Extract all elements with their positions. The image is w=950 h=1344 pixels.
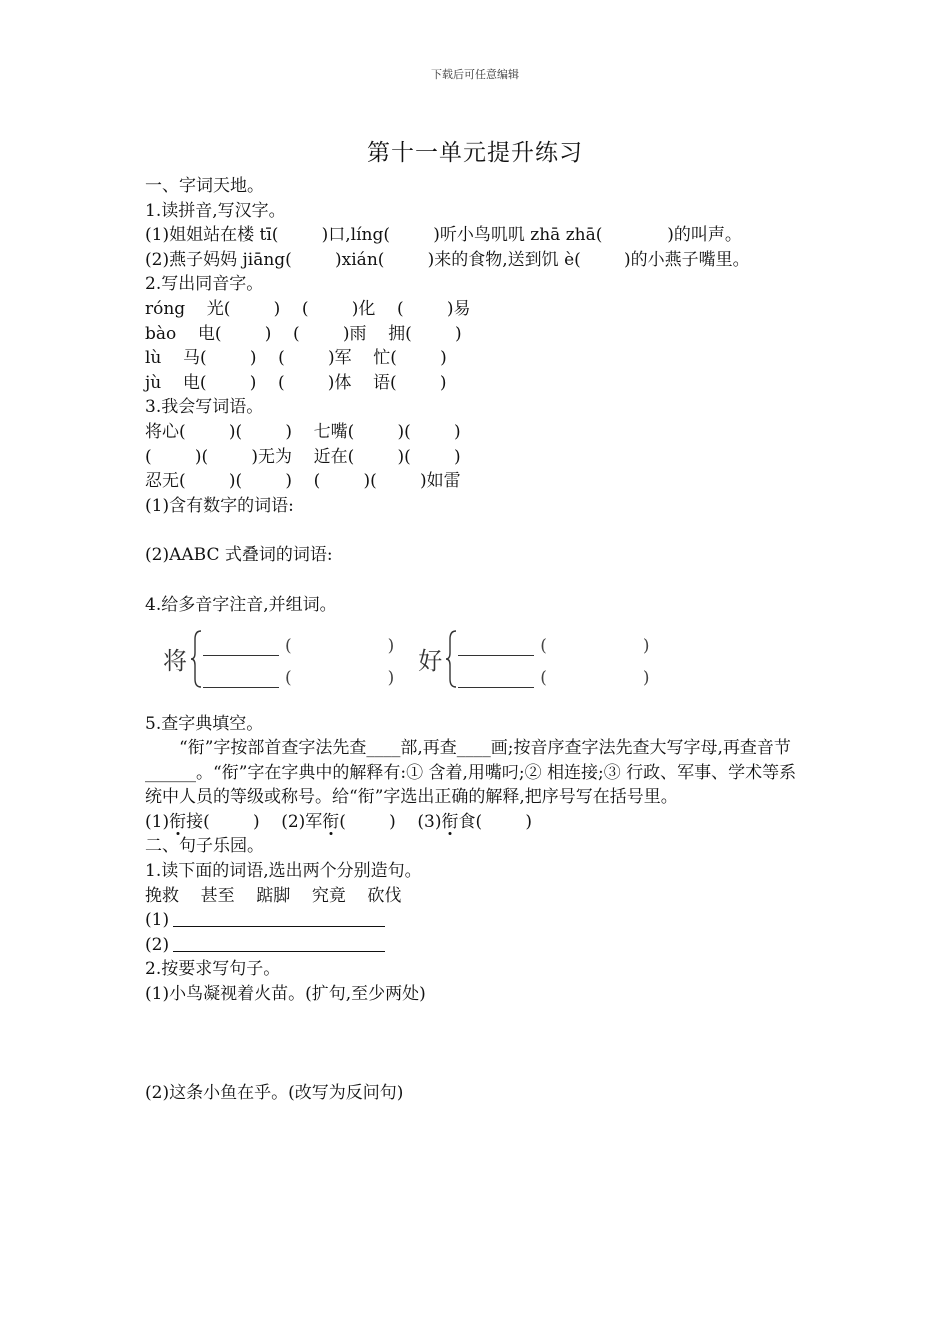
homophone-row: lù 马( ) ( )军 忙( ) [145, 348, 447, 369]
homophone-row: bào 电( ) ( )雨 拥( ) [145, 323, 462, 344]
homophone-row: róng 光( ) ( )化 ( )易 [145, 298, 471, 319]
worksheet-body [145, 174, 810, 1105]
question-4-title: 4.给多音字注音,并组词。 [145, 594, 337, 615]
polyphonic-row: ( ) [458, 630, 649, 656]
section-heading-words: 一、字词天地。 [145, 176, 264, 196]
question-3-title: 3.我会写词语。 [145, 397, 264, 418]
brace-icon [189, 629, 203, 689]
homophone-row: jù 电( ) ( )体 语( ) [145, 372, 447, 393]
question-2-2-sub-2: (2)这条小鱼在乎。(改写为反问句) [145, 1082, 404, 1103]
polyphonic-char: 好 [418, 647, 443, 675]
question-1-item-1: (1)姐姐站在楼 tī( )口,líng( )听小鸟叽叽 zhā zhā( )的叫声。 [145, 225, 742, 246]
section-heading-sentences: 二、句子乐园。 [145, 836, 264, 857]
polyphonic-group [163, 629, 394, 689]
question-5-items: (1)衔接( ) (2)军衔( ) (3)衔食( ) [145, 811, 532, 832]
answer-line-1: (1) [145, 908, 810, 933]
question-2-title: 2.写出同音字。 [145, 274, 264, 295]
page-header: 下载后可任意编辑 [431, 68, 519, 81]
question-2-2-title: 2.按要求写句子。 [145, 959, 281, 980]
question-2-1-title: 1.读下面的词语,选出两个分别造句。 [145, 861, 422, 882]
question-3-sub-1: (1)含有数字的词语: [145, 495, 294, 516]
polyphonic-row: ( ) [458, 662, 649, 688]
word-list: 挽救 甚至 踮脚 究竟 砍伐 [145, 885, 402, 906]
question-1-item-2: (2)燕子妈妈 jiāng( )xián( )来的食物,送到饥 è( )的小燕子嘴里。 [145, 249, 750, 270]
polyphonic-group [418, 629, 649, 689]
polyphonic-row: ( ) [203, 662, 394, 688]
polyphonic-row: ( ) [203, 630, 394, 656]
brace-icon [444, 629, 458, 689]
question-3-sub-2: (2)AABC 式叠词的词语: [145, 545, 333, 566]
idiom-row: 将心( )( ) 七嘴( )( ) [145, 421, 461, 442]
question-5-paragraph: “衔”字按部首查字法先查____部,再查____画;按音序查字法先查大写字母,再查音节______。“衔”字在字典中的解释有:① 含着,用嘴叼;② 相连接;③ 行政、军事、学术等系统中人员的等级或称号。给“衔”字选出正确的解释,把序号写在括号里。 [145, 738, 797, 808]
polyphonic-char: 将 [163, 647, 187, 675]
question-5-title: 5.查字典填空。 [145, 713, 264, 734]
idiom-row: ( )( )无为 近在( )( ) [145, 446, 461, 467]
page-title: 第十一单元提升练习 [367, 140, 583, 166]
answer-line-2: (2) [145, 933, 810, 958]
question-1-title: 1.读拼音,写汉字。 [145, 200, 286, 221]
question-2-2-sub-1: (1)小鸟凝视着火苗。(扩句,至少两处) [145, 984, 426, 1005]
polyphonic-figure [163, 624, 810, 694]
idiom-row: 忍无( )( ) ( )( )如雷 [145, 471, 461, 492]
